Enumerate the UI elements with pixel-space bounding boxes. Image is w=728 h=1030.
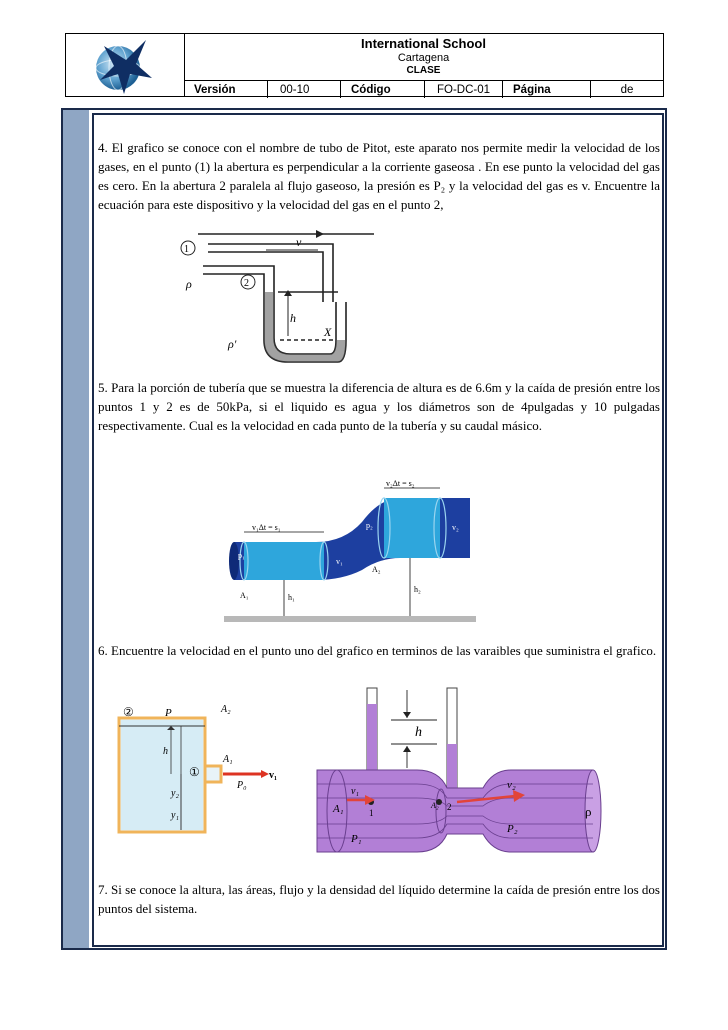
tank-label-a1: A₁ bbox=[223, 754, 233, 765]
version-label: Versión bbox=[184, 81, 268, 98]
problem-5-text: 5. Para la porción de tubería que se muestra la diferencia de altura es de 6.6m y la caída de presión entre los puntos 1 y 2 es de 50kPa, si el liquido es agua y los diámetros son de 4pulgadas y 10 pulgadas respectivamente. Cual es la velocidad en cada punto de la tubería y su caudal másico. bbox=[98, 380, 660, 433]
problem-4-text: 4. El grafico se conoce con el nombre de tubo de Pitot, este aparato nos permite medir la velocidad de los gases, en el punto (1) la abertura es perpendicular a la corriente gaseosa . En ese punto la velocidad del gas es cero. En la abertura 2 paralela al flujo gaseoso, la presión es P₂ y la velocidad del gas es v. Encuentre la ecuación para este dispositivo y la velocidad del gas en el punto 2, bbox=[98, 140, 660, 212]
tank-label-p: P bbox=[165, 707, 172, 719]
pipe-label-h2: h₂ bbox=[414, 585, 421, 594]
tank-figure bbox=[115, 700, 285, 840]
document-header bbox=[65, 33, 664, 97]
pipe-label-top: v₂Δt = s₂ bbox=[386, 479, 415, 488]
tank-label-c1: ① bbox=[189, 765, 200, 779]
pitot-label-2: 2 bbox=[244, 278, 249, 289]
pipe-label-p2: p₂ bbox=[366, 521, 373, 530]
pipe-label-a2: A₂ bbox=[372, 565, 381, 574]
venturi-label-a2: A₂ bbox=[431, 801, 439, 810]
pipe-label-left: v₁Δt = s₁ bbox=[252, 523, 281, 532]
logo-globe-star-icon bbox=[66, 34, 184, 96]
tank-label-y2: y₂ bbox=[171, 788, 179, 799]
tank-label-y1: y₁ bbox=[171, 810, 179, 821]
header-meta-row bbox=[184, 80, 663, 98]
code-value: FO-DC-01 bbox=[425, 81, 503, 98]
problem-6-text: 6. Encuentre la velocidad en el punto uno del grafico en terminos de las varaibles que suministra el grafico. bbox=[98, 643, 657, 658]
pipe-label-v2: v₂ bbox=[452, 523, 459, 532]
venturi-label-point-1: 1 bbox=[369, 808, 374, 818]
pitot-label-v: v bbox=[296, 235, 302, 249]
venturi-label-p2: P₂ bbox=[507, 823, 518, 835]
page-side-bar bbox=[63, 110, 89, 948]
pipe-flow-figure bbox=[224, 474, 476, 624]
school-name: International School bbox=[361, 36, 486, 51]
page-value: de bbox=[620, 83, 634, 96]
pitot-label-rho: ρ bbox=[186, 277, 192, 291]
venturi-label-v2: v₂ bbox=[507, 779, 516, 791]
venturi-label-v1: v₁ bbox=[351, 786, 359, 797]
pitot-label-rho-prime: ρ' bbox=[228, 337, 237, 351]
tank-label-a2: A₂ bbox=[221, 704, 231, 715]
pitot-label-x: X bbox=[324, 325, 332, 339]
problem-7-text: 7. Si se conoce la altura, las áreas, flujo y la densidad del líquido determine la caída de presión entre los dos puntos del sistema. bbox=[98, 882, 660, 916]
tank-label-h: h bbox=[163, 746, 168, 757]
pipe-label-v1: v₁ bbox=[336, 557, 343, 566]
venturi-label-a1: A₁ bbox=[333, 803, 344, 815]
code-label: Código bbox=[341, 81, 425, 98]
page-label: Página bbox=[503, 81, 591, 98]
pitot-tube-figure bbox=[178, 222, 378, 372]
tank-label-p0: P₀ bbox=[237, 780, 247, 791]
tank-label-v1: v₁ bbox=[269, 770, 277, 781]
document-type: CLASE bbox=[406, 65, 441, 76]
venturi-label-rho: ρ bbox=[585, 804, 592, 819]
version-value: 00-10 bbox=[268, 81, 341, 98]
pitot-label-h: h bbox=[290, 311, 296, 325]
pipe-label-p1: p₁ bbox=[238, 551, 245, 560]
school-city: Cartagena bbox=[397, 52, 450, 64]
tank-label-c2: ② bbox=[123, 705, 134, 719]
school-logo bbox=[66, 34, 185, 96]
venturi-label-p1: P₁ bbox=[351, 833, 362, 845]
venturi-label-h: h bbox=[415, 725, 422, 740]
pitot-label-1: 1 bbox=[184, 244, 189, 255]
venturi-label-point-2: 2 bbox=[447, 802, 452, 812]
pipe-label-h1: h₁ bbox=[288, 593, 295, 602]
venturi-figure bbox=[307, 684, 607, 866]
pipe-label-a1: A₁ bbox=[240, 591, 249, 600]
